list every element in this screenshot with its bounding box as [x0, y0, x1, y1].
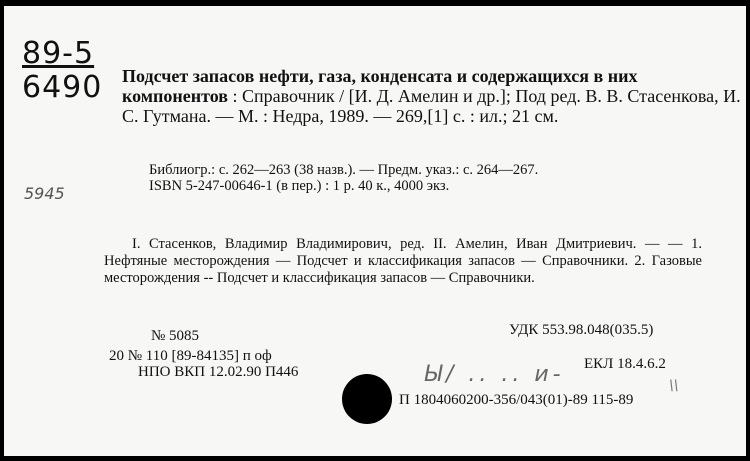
- isbn-line: ISBN 5-247-00646-1 (в пер.) : 1 р. 40 к., 4000 экз.: [149, 178, 450, 194]
- print-info: 20 № 110 [89-84135] п оф: [109, 348, 272, 364]
- book-title: Подсчет запасов нефти, газа, конденсата и содержащихся в них компонентов: [122, 66, 638, 106]
- handwritten-scribble: Ы/ .. .. и-: [424, 362, 565, 387]
- udk-code: УДК 553.98.048(035.5): [509, 322, 654, 338]
- ekl-code: ЕКЛ 18.4.6.2: [584, 356, 666, 372]
- handwritten-code-top: 89-5: [22, 36, 95, 71]
- publication-details: : Справочник / [И. Д. Амелин и др.]; Под ред. В. В. Стасенкова, И. С. Гутмана. — М. : Недра, 1989. — 269,[1] с. : ил.; 21 см.: [122, 86, 741, 126]
- handwritten-code-bottom: 6490: [22, 70, 103, 105]
- title-block: [122, 66, 742, 126]
- punch-hole: [342, 374, 392, 424]
- handwritten-scribble-2: \\: [669, 378, 679, 394]
- publisher-code: П 1804060200-356/043(01)-89 115-89: [399, 392, 634, 408]
- npo-stamp: НПО ВКП 12.02.90 П446: [138, 364, 299, 380]
- subject-tracings: I. Стасенков, Владимир Владимирович, ред. II. Амелин, Иван Дмитриевич. — — 1. Нефтяные месторождения — Подсчет и классификация запасов — Справочники. 2. Газовые месторождения -- Подсчет и классификация запасов — Справочники.: [104, 236, 702, 286]
- handwritten-margin-mark: 5945: [24, 184, 65, 203]
- card-number: № 5085: [151, 328, 200, 344]
- bibliography-note: Библиогр.: с. 262—263 (38 назв.). — Предм. указ.: с. 264—267.: [149, 162, 539, 178]
